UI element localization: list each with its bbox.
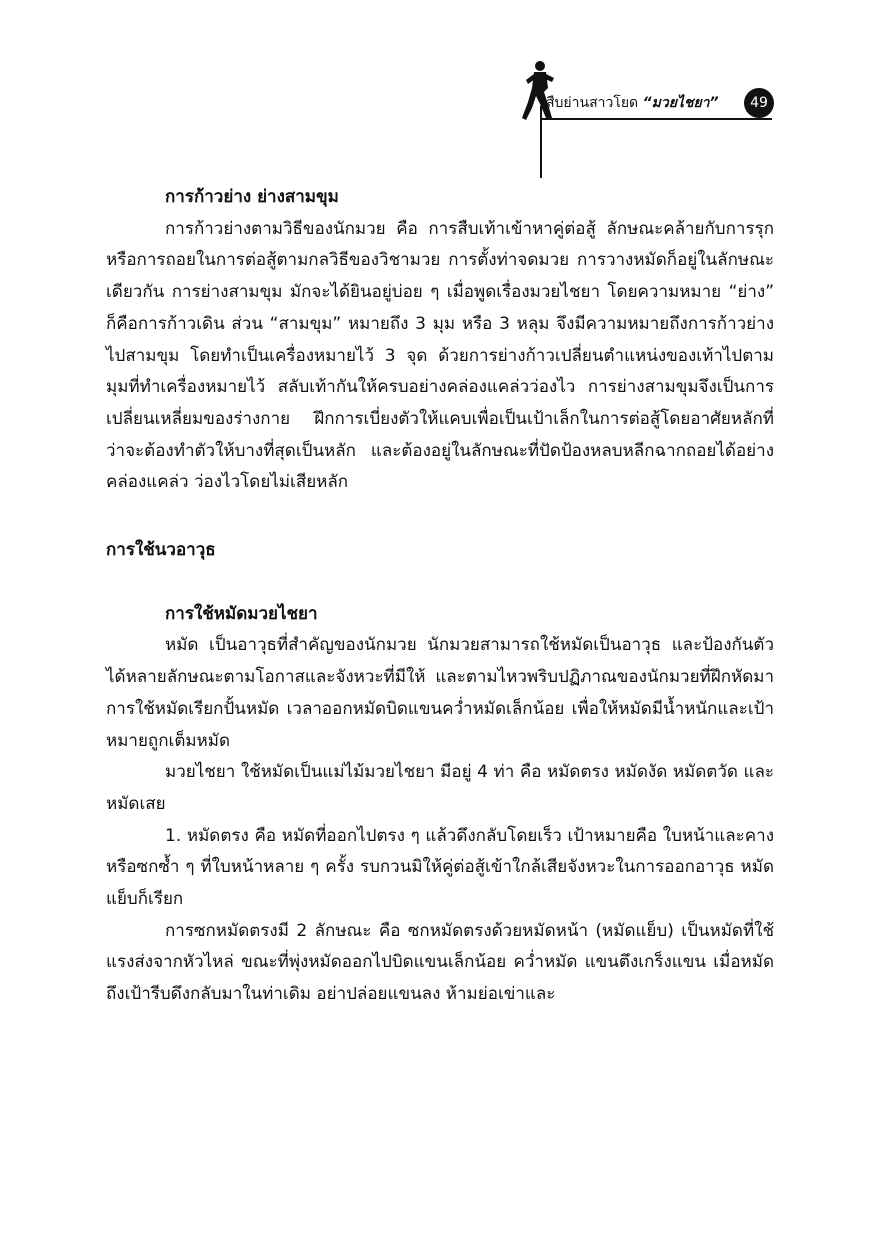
section-heading-stepping: การก้าวย่าง ย่างสามขุม xyxy=(165,187,339,207)
paragraph-punch-4: การซกหมัดตรงมี 2 ลักษณะ คือ ซกหมัดตรงด้วยหมัดหน้า (หมัดแย็บ) เป็นหมัดที่ใช้แรงส่งจากหัวไหล่ ขณะที่พุ่งหมัดออกไปบิดแขนเล็กน้อย คว่ำหมัด แขนตึงเกร็งแขน เมื่อหมัดถึงเป้ารีบดึงกลับมาในท่าเดิม อย่าปล่อยแขนลง ห้ามย่อเข่าและ xyxy=(106,920,774,1005)
paragraph-punch-3: 1. หมัดตรง คือ หมัดที่ออกไปตรง ๆ แล้วดึงกลับโดยเร็ว เป้าหมายคือ ใบหน้าและคาง หรือซกซ้ำ ๆ ที่ใบหน้าหลาย ๆ ครั้ง รบกวนมิให้คู่ต่อสู้เข้าใกล้เสียจังหวะในการออกอาวุธ หมัดแย็บก็เรียก xyxy=(106,825,774,910)
running-title xyxy=(546,94,719,112)
paragraph-punch-2: มวยไชยา ใช้หมัดเป็นแม่ไม้มวยไชยา มีอยู่ 4 ท่า คือ หมัดตรง หมัดงัด หมัดตวัด และหมัดเสย xyxy=(106,762,774,814)
page-body xyxy=(106,182,774,1011)
header-rule xyxy=(540,118,772,120)
boxer-silhouette-icon xyxy=(518,58,558,124)
running-title-emphasis: “มวยไชยา” xyxy=(642,95,719,111)
running-header xyxy=(518,58,780,124)
spacer xyxy=(106,499,774,535)
paragraph-punch-1: หมัด เป็นอาวุธที่สำคัญของนักมวย นักมวยสามารถใช้หมัดเป็นอาวุธ และป้องกันตัวได้หลายลักษณะตามโอกาสและจังหวะที่มีให้ และตามไหวพริบปฏิภาณของนักมวยที่ฝึกหัดมา การใช้หมัดเรียกปั้นหมัด เวลาออกหมัดบิดแขนคว่ำหมัดเล็กน้อย เพื่อให้หมัดมีน้ำหนักและเป้าหมายถูกเต็มหมัด xyxy=(106,635,774,751)
section-heading-weapons: การใช้นวอาวุธ xyxy=(106,540,216,561)
spacer xyxy=(106,567,774,599)
section-heading-punch: การใช้หมัดมวยไชยา xyxy=(165,603,318,624)
header-rule-corner xyxy=(540,106,542,120)
page-number: 49 xyxy=(744,88,774,118)
running-title-text: สืบย่านสาวโยด xyxy=(546,95,643,111)
paragraph-stepping: การก้าวย่างตามวิธีของนักมวย คือ การสืบเท้าเข้าหาคู่ต่อสู้ ลักษณะคล้ายกับการรุกหรือการถอยในการต่อสู้ตามกลวิธีของวิชามวย การตั้งท่าจดมวย การวางหมัดก็อยู่ในลักษณะเดียวกัน การย่างสามขุม มักจะได้ยินอยู่บ่อย ๆ เมื่อพูดเรื่องมวยไชยา โดยความหมาย “ย่าง” ก็คือการก้าวเดิน ส่วน “สามขุม” หมายถึง 3 มุม หรือ 3 หลุม จึงมีความหมายถึงการก้าวย่างไปสามขุม โดยทำเป็นเครื่องหมายไว้ 3 จุด ด้วยการย่างก้าวเปลี่ยนตำแหน่งของเท้าไปตามมุมที่ทำเครื่องหมายไว้ สลับเท้ากันให้ครบอย่างคล่องแคล่วว่องไว การย่างสามขุมจึงเป็นการเปลี่ยนเหลี่ยมของร่างกาย ฝึกการเบี่ยงตัวให้แคบเพื่อเป็นเป้าเล็กในการต่อสู้โดยอาศัยหลักที่ว่าจะต้องทำตัวให้บางที่สุดเป็นหลัก และต้องอยู่ในลักษณะที่ปัดป้องหลบหลีกฉากถอยได้อย่างคล่องแคล่ว ว่องไวโดยไม่เสียหลัก xyxy=(106,218,774,493)
